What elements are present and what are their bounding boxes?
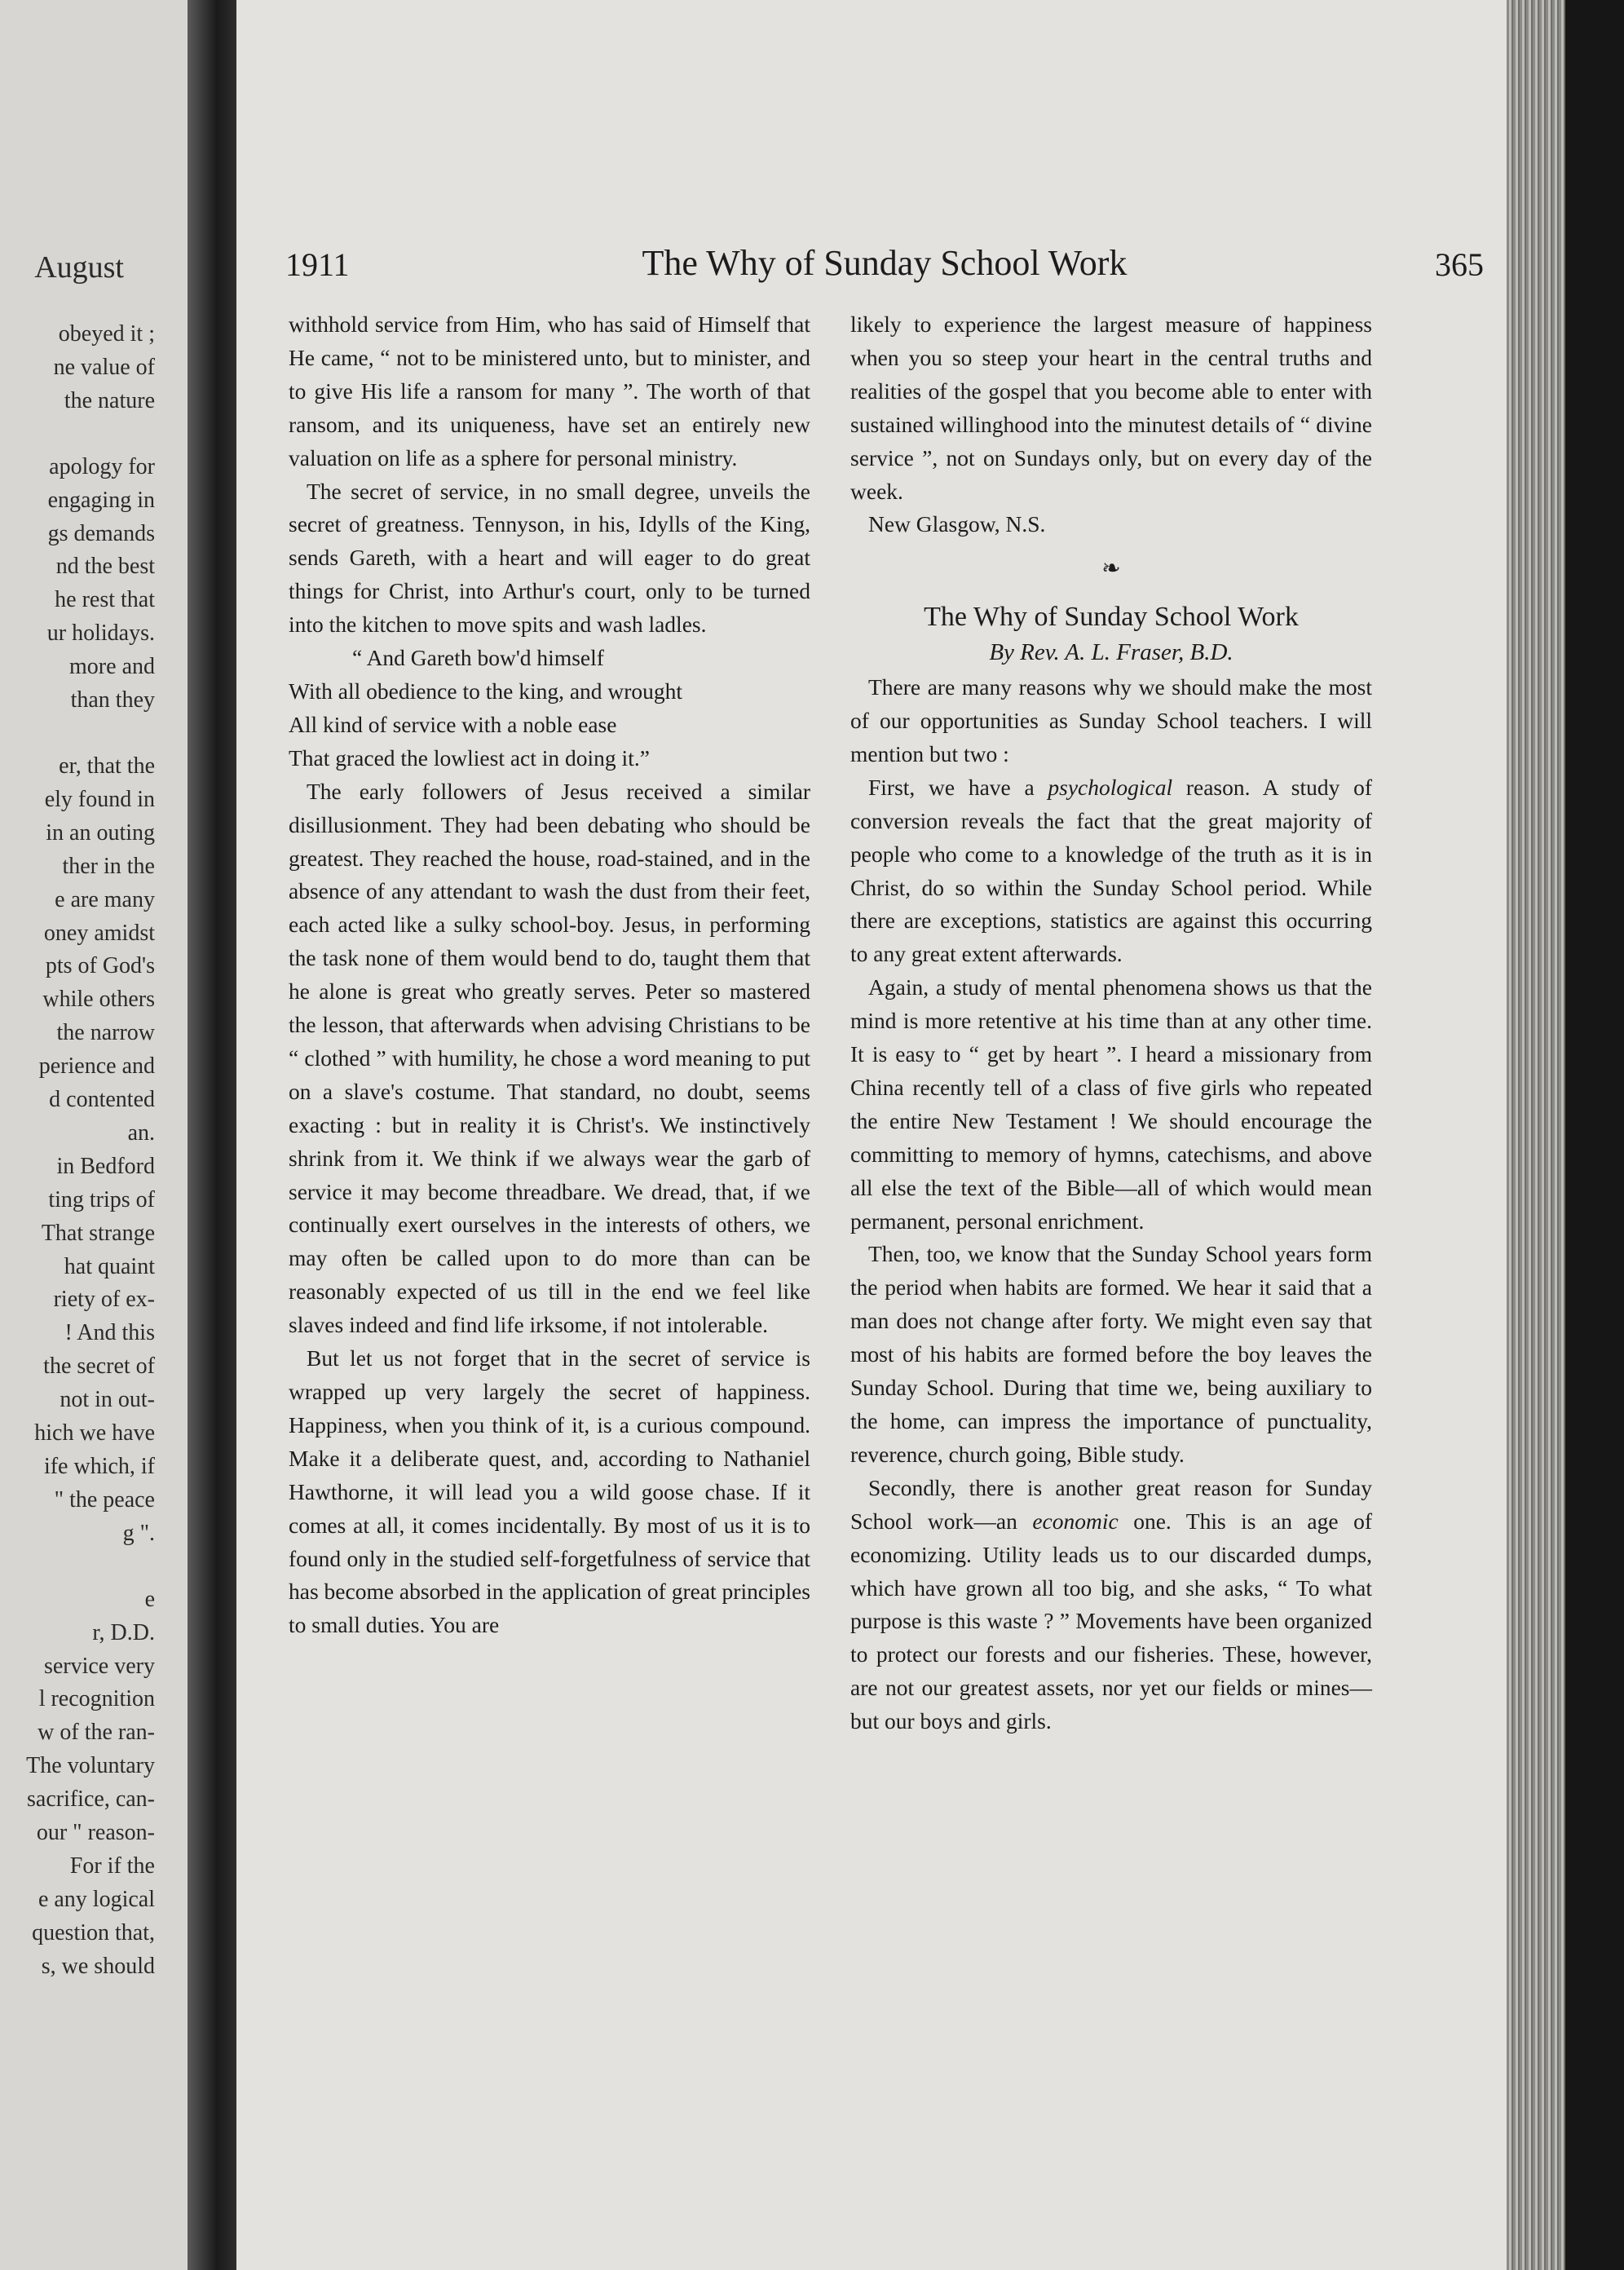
left-page-line: ! And this [64, 1320, 155, 1346]
poem-quote [289, 642, 810, 775]
left-page-line: engaging in [47, 487, 155, 513]
left-page-line: service very [43, 1653, 155, 1679]
left-page-line: ne value of [53, 354, 155, 380]
left-page-line: nd the best [55, 554, 155, 580]
left-page-line: in Bedford [56, 1153, 155, 1179]
left-page-line: ife which, if [43, 1454, 155, 1479]
left-page-line: perience and [38, 1053, 155, 1080]
paragraph-1: withhold service from Him, who has said of Himself that He came, “ not to be ministered unto, but to minister, and to give His life a ransom for many ”. The worth of that ransom, and its uniqueness, have set an entirely new valuation on life as a sphere for personal ministry. [289, 311, 810, 470]
left-page-line [8, 1551, 155, 1583]
left-page-line: oney amidst [43, 920, 155, 946]
left-page-line: not in out- [60, 1387, 155, 1413]
left-page-line: The voluntary [26, 1753, 155, 1779]
left-page-line: er, that the [59, 753, 155, 779]
left-page-line: d contented [49, 1087, 155, 1113]
italic-term: psychological [1048, 774, 1173, 800]
left-page-line: g ". [122, 1520, 155, 1546]
right-page [236, 0, 1565, 2270]
article-paragraph-4: Then, too, we know that the Sunday School years form the period when habits are formed. We hear it said that a man does not change after forty. We might even say that most of his habits are formed before the boy leaves the Sunday School. During that time we, being auxiliary to the home, can impress the importance of punctuality, reverence, church going, Bible study. [850, 1241, 1372, 1467]
left-page-line: ther in the [62, 853, 155, 879]
left-page-line: e are many [55, 886, 155, 912]
paragraph-4: But let us not forget that in the secret of service is wrapped up very largely the secret of happiness. Happiness, when you think of it, is a curious compound. Make it a deliberate quest, and, according to Nathaniel Hawthorne, it will lead you a wild goose chase. If it comes at all, it comes incidentally. By most of us it is to found only in the studied self-forgetfulness of service that has become absorbed in the application of great principles to small duties. You are [289, 1345, 810, 1638]
left-page-text [8, 318, 155, 1984]
poem-line-4: That graced the lowliest act in doing it.” [289, 744, 650, 771]
page-stack-edge [1507, 0, 1565, 2270]
left-page-line: he rest that [55, 587, 155, 613]
left-page-line: For if the [69, 1853, 155, 1879]
running-header [285, 235, 1484, 284]
paragraph-3: The early followers of Jesus received a similar disillusionment. They had been debating who should be greatest. They reached the house, road-stained, and in the absence of any attendant to wash the dust from their feet, each acted like a sulky school-boy. Jesus, in performing the task none of them would bend to do, taught them that he alone is great who greatly serves. Peter so mastered the lesson, that afterwards when advising Christians to be “ clothed ” with humility, he chose a word meaning to put on a slave's costume. That standard, no doubt, seems exacting : but in reality it is Christ's. We instinctively shrink from it. We think if we always wear the garb of service it may become threadbare. We dread, that, if we continually exert ourselves in the interests of others, we may often be called upon to do more than can be reasonably expected of us till in the end we feel like slaves indeed and find life irksome, if not intolerable. [289, 778, 810, 1338]
fleuron-ornament: ❧ [1101, 556, 1121, 582]
left-page-line: apology for [49, 453, 155, 479]
left-page-line: ely found in [44, 786, 155, 812]
left-page-header: August [34, 250, 124, 285]
paragraph-continued: likely to experience the largest measure of happiness when you so steep your heart in the central truths and realities of the gospel that you become able to enter with sustained willinghood into the minutest details of “ divine service ”, not on Sundays only, but on every day of the week. [850, 311, 1372, 504]
left-page-line: gs demands [47, 520, 155, 546]
left-page-line: an. [127, 1120, 155, 1146]
left-page-line: " the peace [54, 1486, 155, 1513]
text-run: reason. A study of conversion reveals the fact that the great majority of people who come to a knowledge of the truth as it is in Christ, do so within the Sunday School period. While there are exceptions, statistics are against this occurring to any great extent afterwards. [850, 774, 1372, 967]
poem-line-1: “ And Gareth bow'd himself [352, 645, 604, 671]
page-number: 365 [1435, 246, 1484, 283]
text-run: First, we have a [868, 774, 1048, 800]
book-gutter [188, 0, 236, 2270]
left-page-line [8, 718, 155, 750]
italic-term: economic [1032, 1508, 1119, 1534]
article-paragraph-3: Again, a study of mental phenomena shows us that the mind is more retentive at his time than at any other time. It is easy to “ get by heart ”. I heard a missionary from China recently tell of a class of five girls who repeated the entire New Testament ! We should encourage the committing to memory of hymns, catechisms, and above all else the text of the Bible—all of which would mean permanent, personal enrichment. [850, 974, 1372, 1234]
left-page-line: s, we should [41, 1953, 155, 1979]
right-column [850, 308, 1372, 1738]
left-page-line: l recognition [38, 1686, 155, 1712]
left-page-line: ur holidays. [46, 620, 155, 647]
left-page-line: in an outing [46, 819, 155, 846]
left-page-line: hich we have [34, 1420, 155, 1446]
left-page-line: e any logical [38, 1886, 155, 1912]
text-run: Secondly, there is another great reason for Sunday School work—an [850, 1474, 1372, 1534]
left-page-line: pts of God's [45, 953, 155, 979]
article-title: The Why of Sunday School Work [924, 602, 1299, 633]
article-byline: By Rev. A. L. Fraser, B.D. [989, 639, 1233, 666]
header-year: 1911 [285, 246, 350, 283]
left-page-line: ting trips of [48, 1186, 155, 1212]
left-page-line: obeyed it ; [58, 321, 155, 347]
text-run: one. This is an age of economizing. Utility leads us to our discarded dumps, which have grown all too big, and she asks, “ To what purpose is this waste ? ” Movements have been organized to protect our forests and our fisheries. These, however, are not our greatest assets, nor yet our fields or mines—but our boys and girls. [850, 1508, 1372, 1734]
article-paragraph-5 [850, 1472, 1372, 1738]
left-page-line: the secret of [43, 1354, 155, 1380]
left-page-line: That strange [41, 1220, 155, 1246]
left-page-line: while others [42, 987, 155, 1013]
header-title: The Why of Sunday School Work [642, 243, 1128, 283]
article-paragraph-2 [850, 771, 1372, 971]
left-page-line: w of the ran- [38, 1720, 155, 1746]
left-page-line [8, 418, 155, 451]
left-page-line: question that, [32, 1919, 155, 1945]
left-column [289, 308, 810, 1642]
left-page-line: the narrow [56, 1020, 155, 1046]
left-page-line: our " reason- [36, 1820, 155, 1846]
left-page-line: hat quaint [64, 1253, 155, 1279]
article-paragraph-1: There are many reasons why we should make the most of our opportunities as Sunday School teachers. I will mention but two : [850, 674, 1372, 766]
paragraph-2: The secret of service, in no small degree, unveils the secret of greatness. Tennyson, in his, Idylls of the King, sends Gareth, with a heart and will eager to do great things for Christ, into Arthur's court, only to be turned into the kitchen to move spits and wash ladles. [289, 478, 810, 638]
left-page-line: r, D.D. [92, 1619, 155, 1645]
left-page-line: e [144, 1586, 155, 1612]
left-page [0, 0, 188, 2270]
poem-line-3: All kind of service with a noble ease [289, 711, 617, 737]
left-page-line: sacrifice, can- [27, 1786, 155, 1813]
left-page-line: more and [69, 654, 155, 680]
place-signature: New Glasgow, N.S. [868, 511, 1046, 537]
left-page-line: riety of ex- [53, 1287, 155, 1313]
left-page-line: than they [70, 687, 155, 713]
left-page-line: the nature [64, 387, 155, 413]
poem-line-2: With all obedience to the king, and wrought [289, 678, 683, 704]
